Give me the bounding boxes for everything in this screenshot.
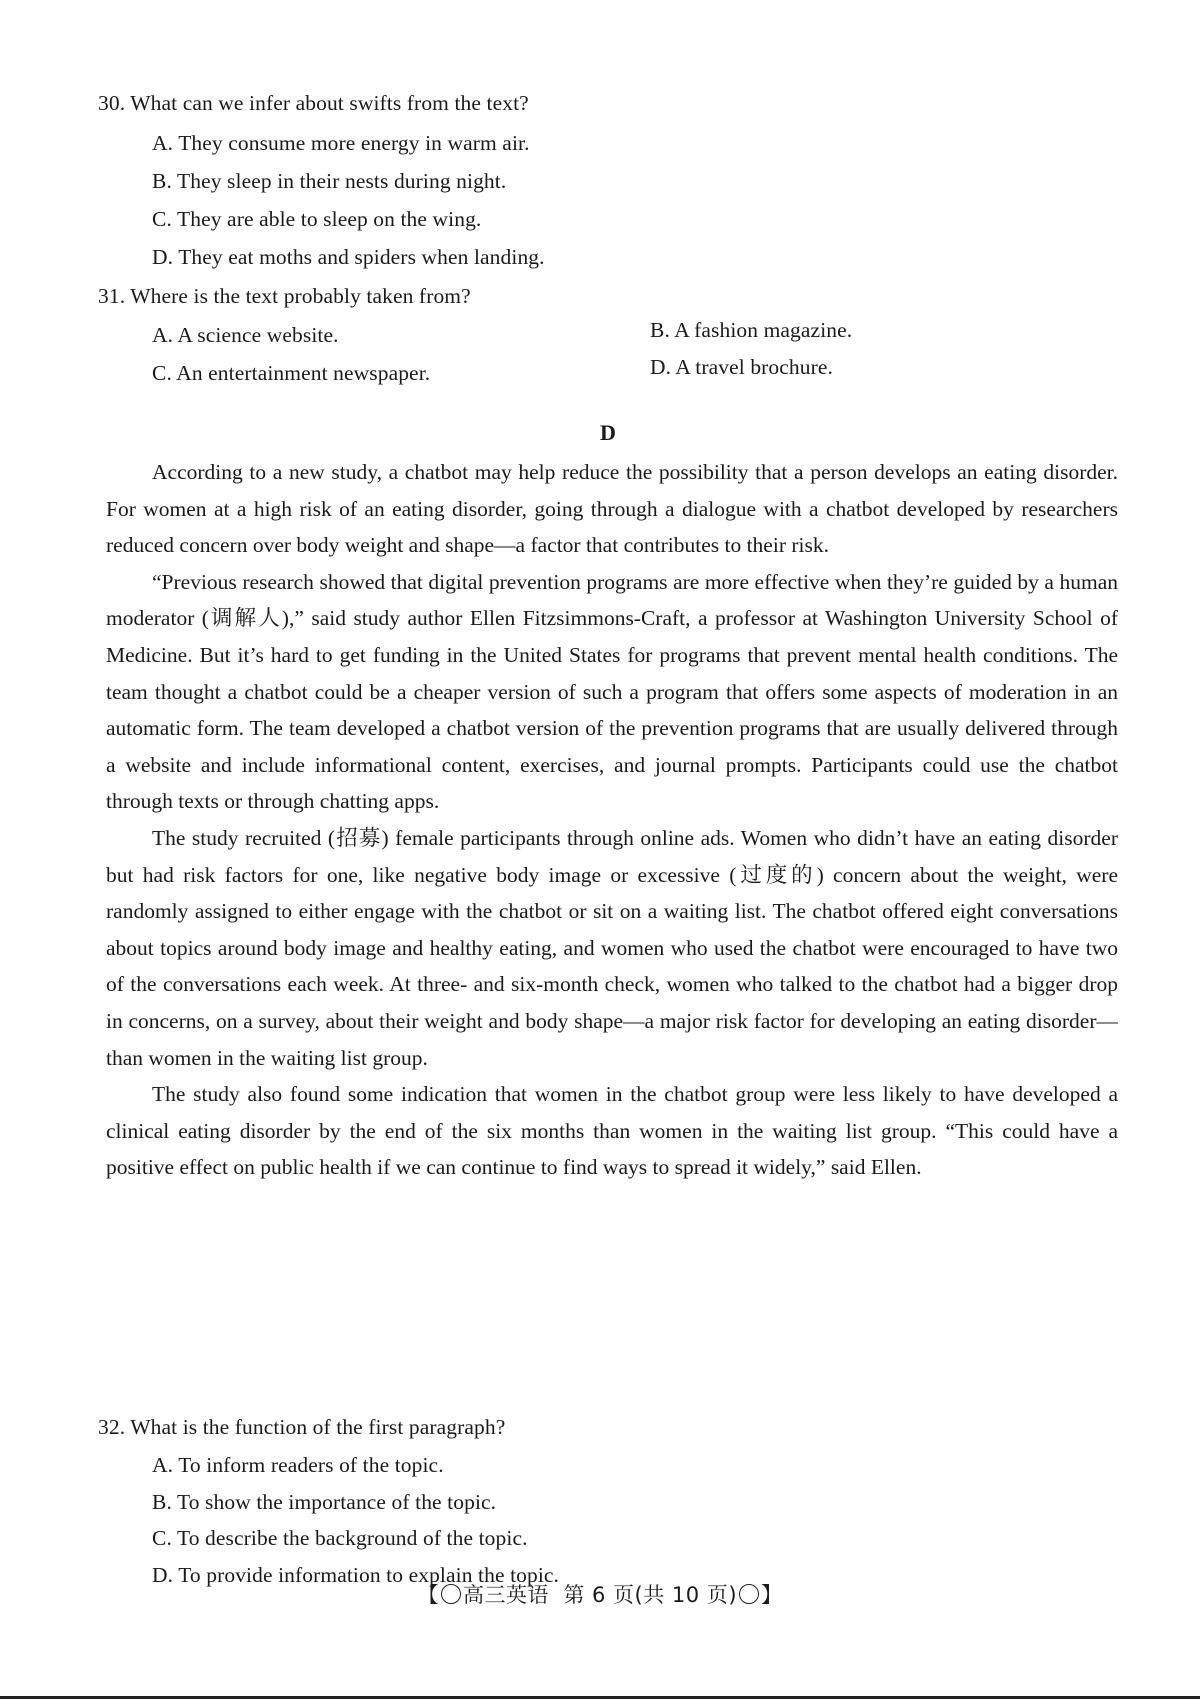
section-title: D [600, 420, 616, 445]
circle-icon [441, 1584, 461, 1604]
question-32-option-c: C. To describe the background of the topic. [152, 1526, 528, 1550]
question-32-option-a: A. To inform readers of the topic. [152, 1453, 444, 1477]
question-30-option-c: C. They are able to sleep on the wing. [152, 207, 482, 231]
question-30-option-b: B. They sleep in their nests during night. [152, 169, 507, 193]
question-31-option-d: D. A travel brochure. [650, 355, 834, 379]
question-32-option-b: B. To show the importance of the topic. [152, 1490, 497, 1514]
footer-right-bracket: 】 [761, 1583, 783, 1607]
question-31-option-c: C. An entertainment newspaper. [152, 361, 431, 385]
question-31-option-b: B. A fashion magazine. [650, 318, 853, 342]
question-30-stem: 30. What can we infer about swifts from the text? [98, 91, 529, 115]
question-30-option-a: A. They consume more energy in warm air. [152, 131, 530, 155]
question-31-option-a: A. A science website. [152, 323, 339, 347]
question-31-stem: 31. Where is the text probably taken from? [98, 284, 471, 308]
passage [106, 454, 1118, 1186]
question-32-option-d: D. To provide information to explain the topic. [152, 1563, 560, 1587]
passage-paragraph-4: The study also found some indication that women in the chatbot group were less likely to have developed a clinical eating disorder by the end of the six months than women in the waiting list group. “This could have a positive effect on public health if we can continue to find ways to spread it widely,” said Ellen. [106, 1082, 1118, 1180]
passage-paragraph-1: According to a new study, a chatbot may help reduce the possibility that a person develops an eating disorder. For women at a high risk of an eating disorder, going through a dialogue with a chatbot developed by researchers reduced concern over body weight and shape—a factor that contributes to their risk. [106, 460, 1118, 558]
question-30-option-d: D. They eat moths and spiders when landing. [152, 245, 545, 269]
passage-paragraph-2: “Previous research showed that digital prevention programs are more effective when they’re guided by a human moderator (调解人),” said study author Ellen Fitzsimmons-Craft, a professor at Washington University School of Medicine. But it’s hard to get funding in the United States for programs that prevent mental health conditions. The team thought a chatbot could be a cheaper version of such a program that offers some aspects of moderation in an automatic form. The team developed a chatbot version of the prevention programs that are usually delivered through a website and include informational content, exercises, and journal prompts. Participants could use the chatbot through texts or through chatting apps. [106, 569, 1118, 814]
footer-subject: 高三英语 [462, 1583, 549, 1607]
circle-icon [739, 1584, 759, 1604]
footer-page-number: 第 6 页(共 10 页) [563, 1583, 738, 1607]
question-32-stem: 32. What is the function of the first paragraph? [98, 1415, 506, 1439]
footer-left-bracket: 【 [417, 1583, 439, 1607]
page-footer [0, 1580, 1200, 1610]
passage-paragraph-3: The study recruited (招募) female participants through online ads. Women who didn’t have an eating disorder but had risk factors for one, like negative body image or excessive (过度的) concern about the weight, were randomly assigned to either engage with the chatbot or sit on a waiting list. The chatbot offered eight conversations about topics around body image and healthy eating, and women who used the chatbot were encouraged to have two of the conversations each week. At three- and six-month check, women who talked to the chatbot had a bigger drop in concerns, on a survey, about their weight and body shape—a major risk factor for developing an eating disorder—than women in the waiting list group. [106, 825, 1118, 1070]
